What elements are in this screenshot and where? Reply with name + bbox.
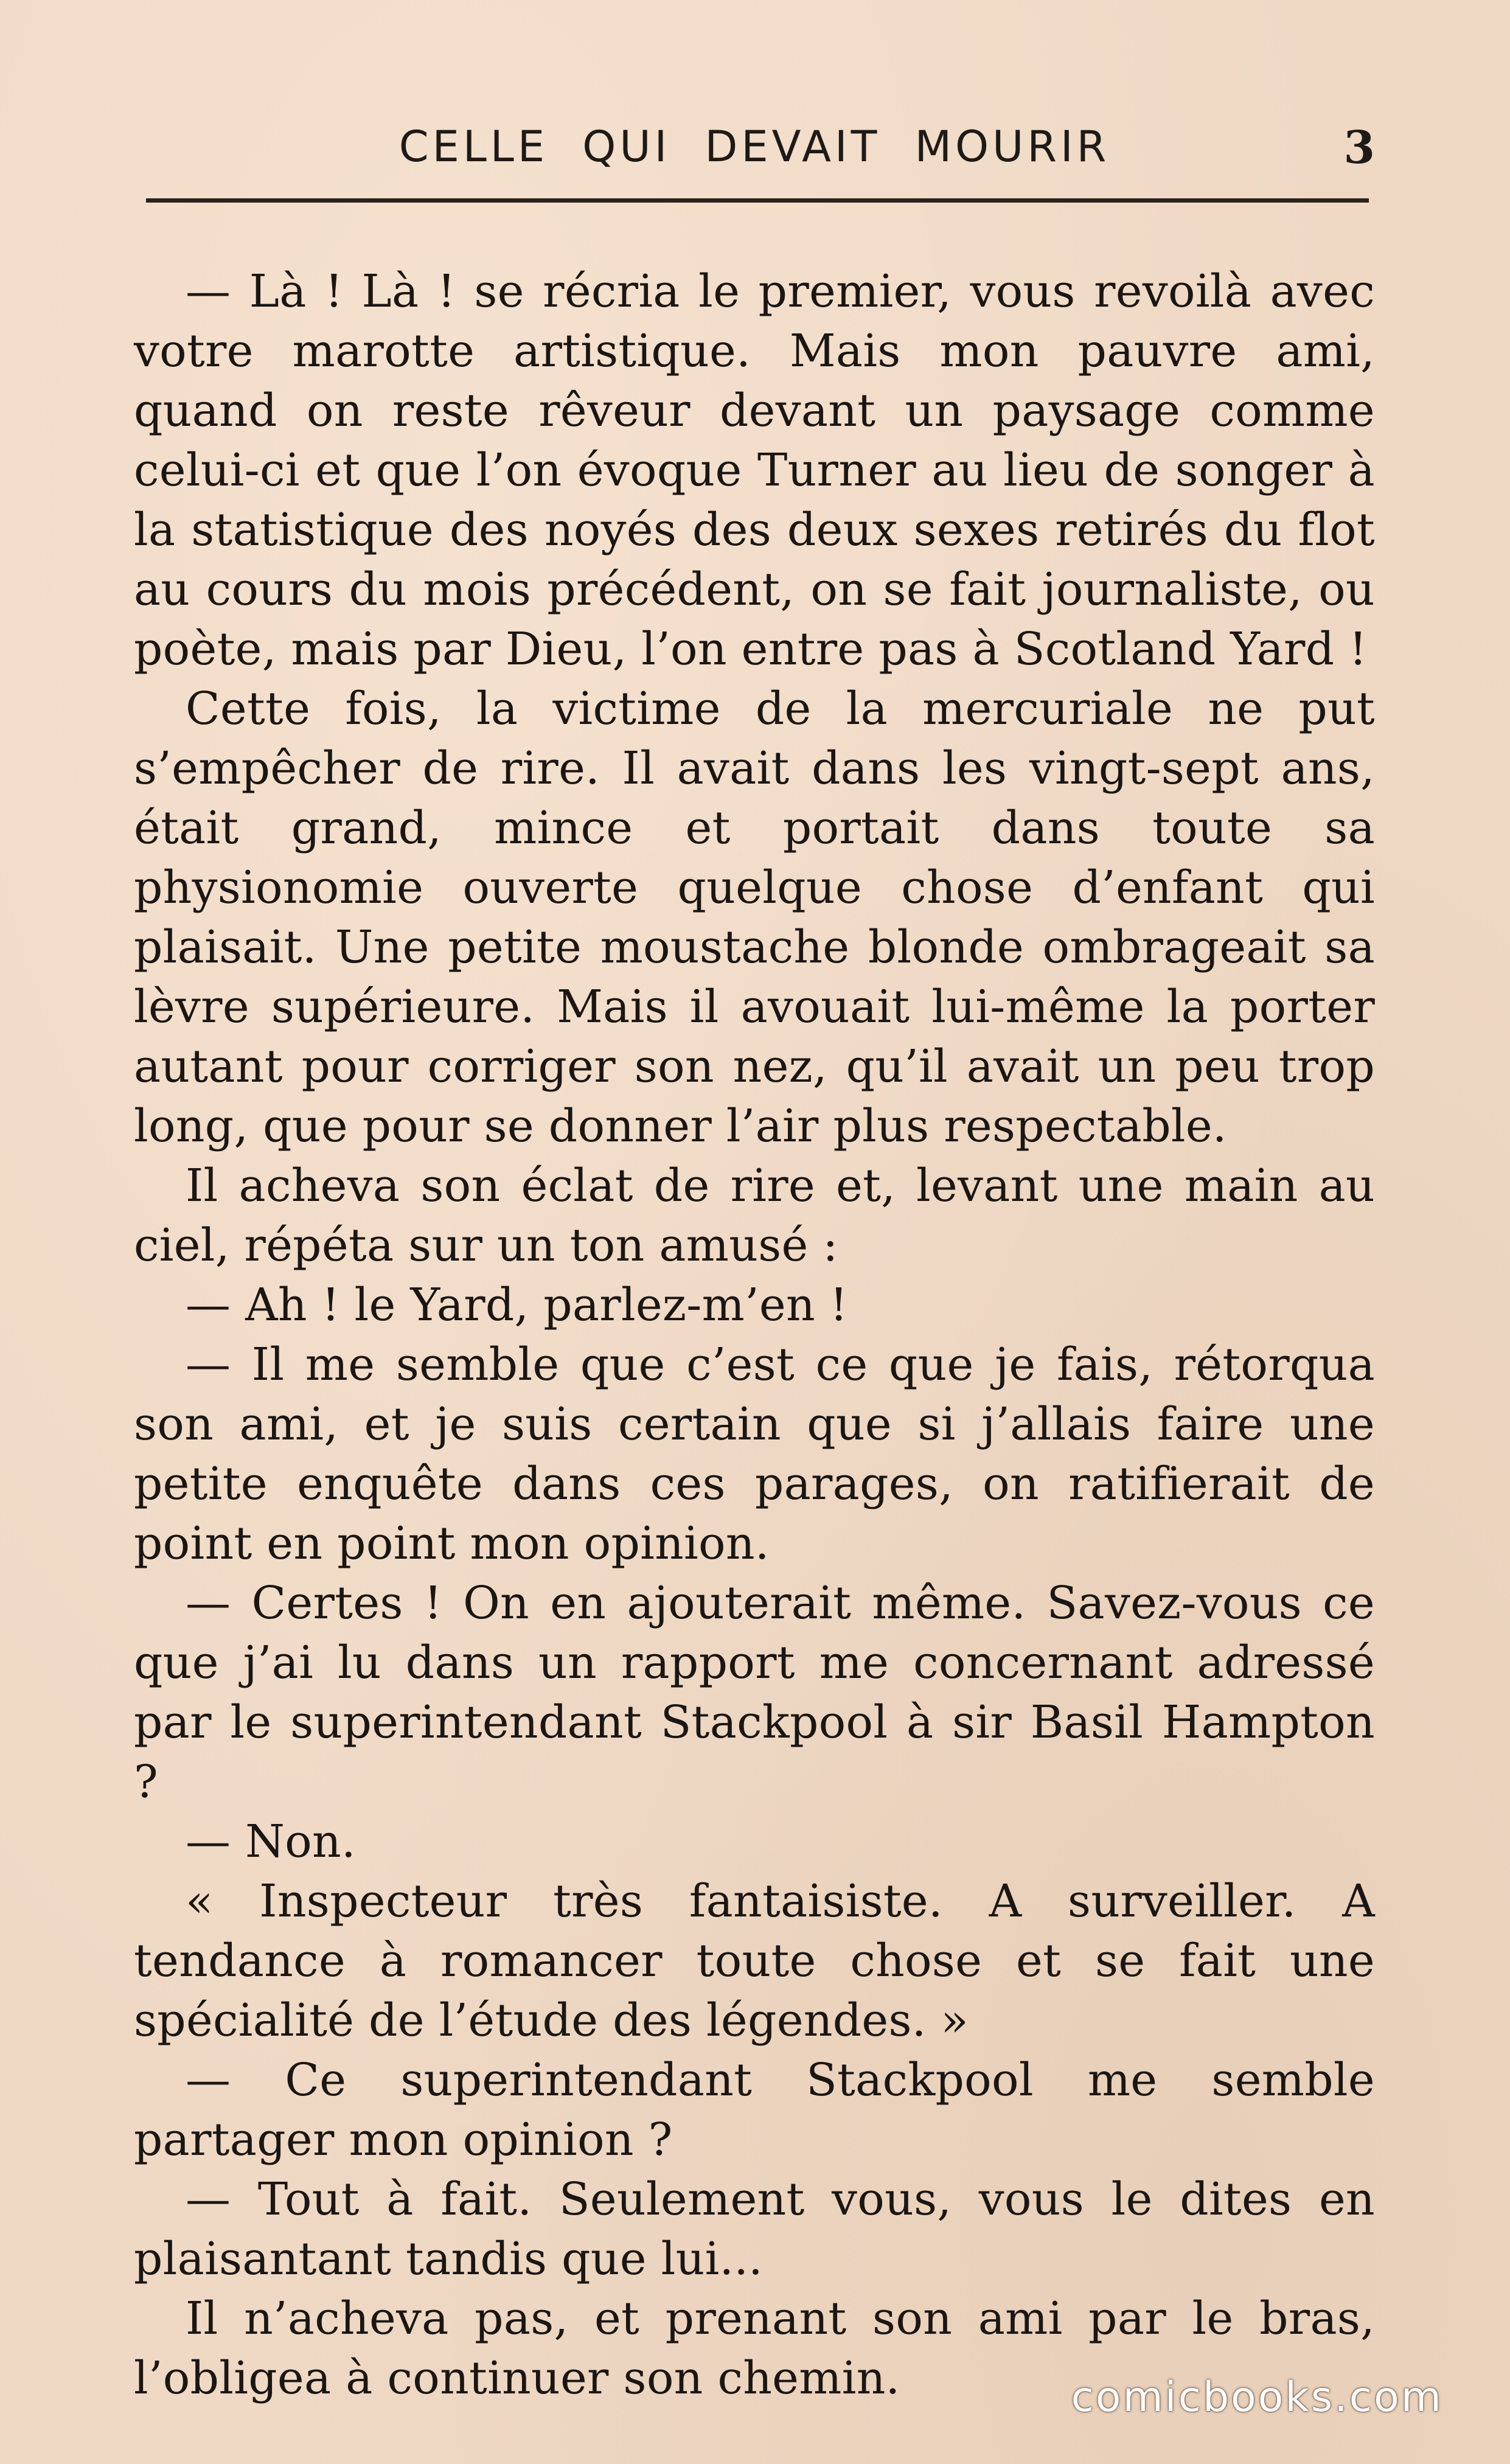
watermark: comicbooks.com [1071, 2373, 1443, 2421]
paragraph: — Certes ! On en ajouterait même. Savez-vous ce que j’ai lu dans un rapport me concernant adressé par le superintendant Stackpool à sir Basil Hampton ? [134, 1577, 1375, 1808]
paragraph: « Inspecteur très fantaisiste. A surveiller. A tendance à romancer toute chose et se fait une spécialité de l’étude des légendes. » [134, 1875, 1375, 2047]
header-rule [146, 198, 1369, 203]
page-number: 3 [1343, 122, 1375, 174]
paragraph: — Ce superintendant Stackpool me semble partager mon opinion ? [134, 2054, 1375, 2166]
paragraph: Il acheva son éclat de rire et, levant une main au ciel, répéta sur un ton amusé : [134, 1160, 1375, 1272]
paragraph: — Là ! Là ! se récria le premier, vous revoilà avec votre marotte artistique. Mais mon pauvre ami, quand on reste rêveur devant un paysage comme celui-ci et que l’on évoque Turner au lieu de songer à la statistique des noyés des deux sexes retirés du flot au cours du mois précédent, on se fait journaliste, ou poète, mais par Dieu, l’on entre pas à Scotland Yard ! [134, 265, 1375, 675]
page-header [134, 122, 1375, 174]
paragraph: — Ah ! le Yard, parlez-m’en ! [186, 1279, 848, 1331]
paragraph: — Tout à fait. Seulement vous, vous le dites en plaisantant tandis que lui... [134, 2173, 1375, 2285]
paragraph: Cette fois, la victime de la mercuriale ne put s’empêcher de rire. Il avait dans les vingt-sept ans, était grand, mince et portait dans toute sa physionomie ouverte quelque chose d’enfant qui plaisait. Une petite moustache blonde ombrageait sa lèvre supérieure. Mais il avouait lui-même la porter autant pour corriger son nez, qu’il avait un peu trop long, que pour se donner l’air plus respectable. [134, 683, 1375, 1152]
paragraph: Il n’acheva pas, et prenant son ami par le bras, l’obligea à continuer son chemin. [134, 2292, 1375, 2404]
paragraph: — Non. [186, 1815, 356, 1868]
running-title: CELLE QUI DEVAIT MOURIR [398, 122, 1110, 172]
body-text [134, 262, 1375, 2408]
paragraph: — Il me semble que c’est ce que je fais, rétorqua son ami, et je suis certain que si j’allais faire une petite enquête dans ces parages, on ratifierait de point en point mon opinion. [134, 1338, 1375, 1570]
